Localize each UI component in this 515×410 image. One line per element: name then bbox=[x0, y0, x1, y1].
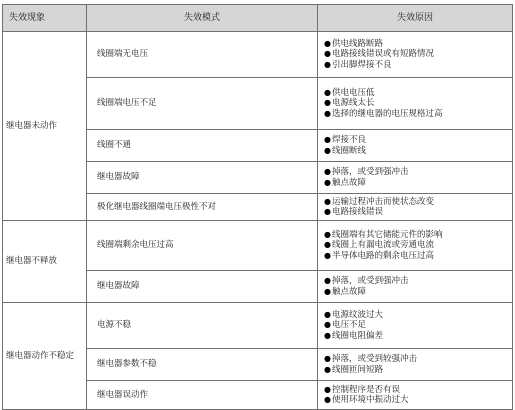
cause-item bbox=[324, 240, 508, 251]
cause-text: 供电线路断路 bbox=[332, 38, 384, 49]
cause-cell bbox=[318, 32, 513, 78]
mode-cell: 线圈端电压不足 bbox=[87, 78, 318, 130]
bullet-icon: ● bbox=[324, 167, 331, 176]
cause-item bbox=[324, 354, 508, 365]
mode-cell: 线圈端无电压 bbox=[87, 32, 318, 78]
cause-item bbox=[324, 109, 508, 120]
cause-text: 掉落，或受到强冲击 bbox=[332, 276, 409, 286]
cause-item bbox=[324, 88, 508, 99]
cause-text: 电路接线错误或有短路情况 bbox=[332, 49, 435, 60]
bullet-icon: ● bbox=[324, 250, 331, 260]
bullet-icon: ● bbox=[324, 395, 331, 404]
cause-text: 线圈断线 bbox=[332, 145, 367, 156]
cause-text: 电源线太长 bbox=[332, 98, 375, 109]
bullet-icon: ● bbox=[324, 309, 331, 319]
cause-cell bbox=[318, 162, 513, 194]
cause-cell bbox=[318, 381, 513, 410]
cause-text: 运输过程冲击而使状态改变 bbox=[332, 196, 435, 207]
bullet-icon: ● bbox=[324, 207, 331, 216]
cause-item bbox=[324, 167, 508, 178]
table-row bbox=[3, 221, 513, 271]
cause-text: 使用环境中振动过大 bbox=[332, 395, 409, 405]
cause-cell bbox=[318, 271, 513, 303]
cause-item bbox=[324, 39, 508, 50]
cause-item bbox=[324, 395, 508, 406]
phenomenon-cell: 继电器未动作 bbox=[3, 32, 87, 221]
cause-item bbox=[324, 310, 508, 321]
bullet-icon: ● bbox=[324, 320, 331, 330]
bullet-icon: ● bbox=[324, 330, 331, 340]
mode-cell: 电源不稳 bbox=[87, 303, 318, 349]
cause-item bbox=[324, 365, 508, 376]
header-cause: 失效原因 bbox=[318, 5, 513, 32]
mode-cell: 线圈不通 bbox=[87, 130, 318, 162]
bullet-icon: ● bbox=[324, 49, 331, 59]
bullet-icon: ● bbox=[324, 384, 331, 394]
cause-text: 电路接线错误 bbox=[332, 207, 384, 217]
header-phenomenon: 失效现象 bbox=[3, 5, 87, 32]
cause-text: 供电电压低 bbox=[332, 87, 375, 98]
cause-text: 线圈上有漏电流或旁通电流 bbox=[332, 240, 435, 251]
bullet-icon: ● bbox=[324, 108, 331, 118]
table-row bbox=[3, 32, 513, 78]
bullet-icon: ● bbox=[324, 177, 331, 187]
cause-item bbox=[324, 251, 508, 262]
cause-cell bbox=[318, 130, 513, 162]
bullet-icon: ● bbox=[324, 98, 331, 108]
bullet-icon: ● bbox=[324, 364, 331, 374]
cause-item bbox=[324, 287, 508, 298]
cause-cell bbox=[318, 194, 513, 221]
bullet-icon: ● bbox=[324, 59, 331, 69]
cause-item bbox=[324, 60, 508, 71]
cause-item bbox=[324, 331, 508, 342]
bullet-icon: ● bbox=[324, 229, 331, 239]
cause-item bbox=[324, 207, 508, 218]
cause-text: 线圈端有其它储能元件的影响 bbox=[332, 229, 443, 240]
cause-item bbox=[324, 385, 508, 396]
cause-text: 电压不足 bbox=[332, 320, 367, 331]
cause-text: 掉落，或受到强冲击 bbox=[332, 167, 409, 177]
cause-cell bbox=[318, 78, 513, 130]
bullet-icon: ● bbox=[324, 286, 331, 296]
cause-text: 焊接不良 bbox=[332, 135, 367, 145]
cause-cell bbox=[318, 349, 513, 381]
cause-item bbox=[324, 276, 508, 287]
cause-text: 线圈匝间短路 bbox=[332, 364, 384, 375]
cause-item bbox=[324, 146, 508, 157]
cause-text: 线圈电阻偏差 bbox=[332, 330, 384, 341]
bullet-icon: ● bbox=[324, 145, 331, 155]
header-mode: 失效模式 bbox=[87, 5, 318, 32]
bullet-icon: ● bbox=[324, 276, 331, 285]
mode-cell: 继电器故障 bbox=[87, 271, 318, 303]
mode-cell: 继电器故障 bbox=[87, 162, 318, 194]
failure-analysis-table bbox=[2, 4, 513, 410]
cause-item bbox=[324, 178, 508, 189]
mode-cell: 继电器误动作 bbox=[87, 381, 318, 410]
cause-text: 触点故障 bbox=[332, 286, 367, 297]
cause-text: 掉落，或受到较强冲击 bbox=[332, 354, 418, 364]
bullet-icon: ● bbox=[324, 135, 331, 144]
table-row bbox=[3, 303, 513, 349]
mode-cell: 极化继电器线圈端电压极性不对 bbox=[87, 194, 318, 221]
cause-text: 选择的继电器的电压规格过高 bbox=[332, 108, 443, 119]
mode-cell: 线圈端剩余电压过高 bbox=[87, 221, 318, 271]
bullet-icon: ● bbox=[324, 38, 331, 48]
mode-cell: 继电器参数不稳 bbox=[87, 349, 318, 381]
cause-item bbox=[324, 230, 508, 241]
cause-item bbox=[324, 135, 508, 146]
cause-text: 半导体电路的剩余电压过高 bbox=[332, 250, 435, 261]
cause-text: 引出脚焊接不良 bbox=[332, 59, 392, 70]
cause-cell bbox=[318, 303, 513, 349]
cause-item bbox=[324, 197, 508, 208]
bullet-icon: ● bbox=[324, 196, 331, 206]
cause-item bbox=[324, 320, 508, 331]
phenomenon-cell: 继电器不释放 bbox=[3, 221, 87, 303]
cause-text: 触点故障 bbox=[332, 177, 367, 188]
cause-item bbox=[324, 98, 508, 109]
cause-item bbox=[324, 49, 508, 60]
bullet-icon: ● bbox=[324, 240, 331, 250]
bullet-icon: ● bbox=[324, 87, 331, 97]
bullet-icon: ● bbox=[324, 354, 331, 363]
cause-text: 电源纹波过大 bbox=[332, 309, 384, 320]
header-row bbox=[3, 5, 513, 32]
cause-cell bbox=[318, 221, 513, 271]
phenomenon-cell: 继电器动作不稳定 bbox=[3, 303, 87, 410]
cause-text: 控制程序是否有误 bbox=[332, 384, 401, 395]
